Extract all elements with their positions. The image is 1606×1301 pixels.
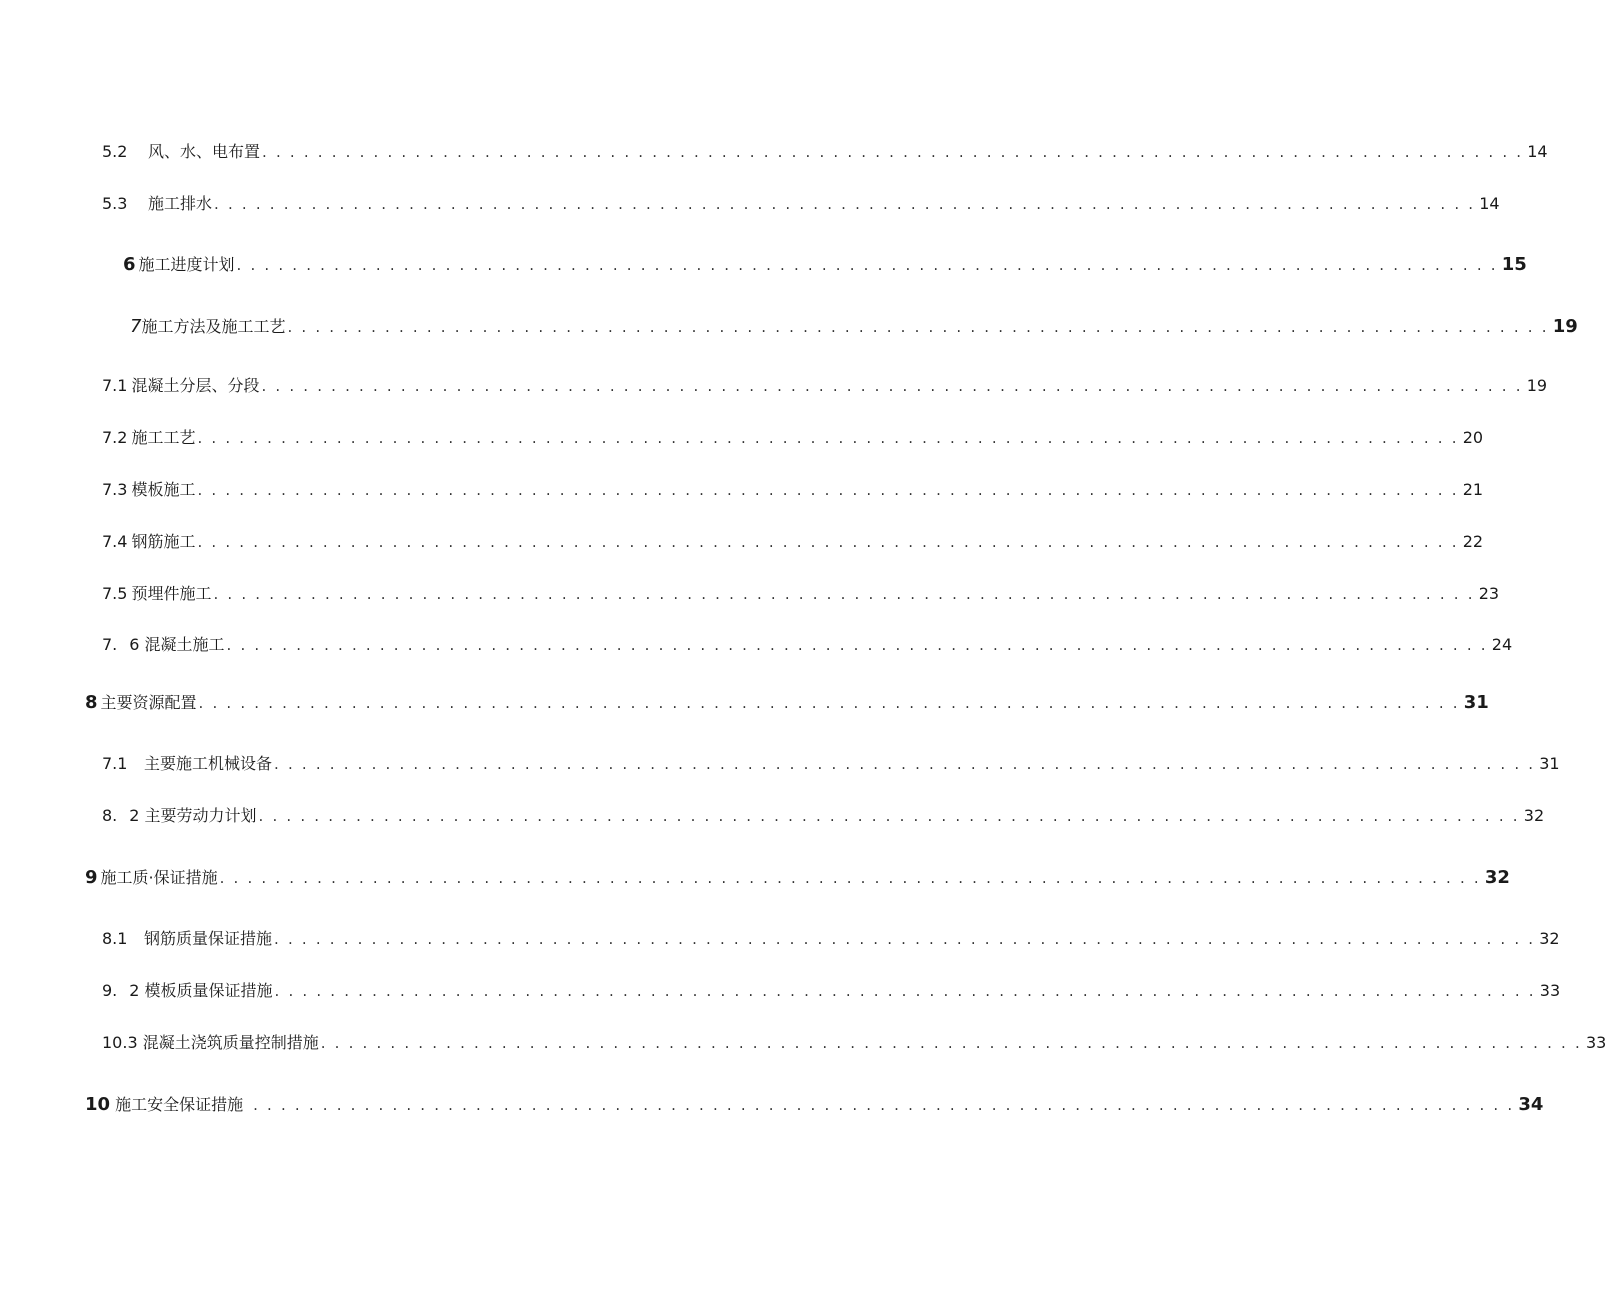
toc-entry-number: 9 — [85, 867, 98, 888]
toc-entry-number: 8. — [102, 806, 118, 825]
toc-entry-title: 主要资源配置 — [100, 693, 197, 712]
toc-entry-number: 7.5 — [102, 584, 128, 603]
toc-entry-7-1[interactable] — [102, 376, 1548, 395]
toc-dot-leader: . . . . . . . . . . . . . . . . . . . . . . . . . . . . . . . . . . . . . . . . . . . . . . . . . . . . . . . . . . . . . . . . . . . . . . . . . . . . . . . . . . . . . . . . . . . — [236, 256, 1498, 274]
toc-entry-title: 施工工艺 — [131, 428, 196, 447]
toc-dot-leader: . . . . . . . . . . . . . . . . . . . . . . . . . . . . . . . . . . . . . . . . . . . . . . . . . . . . . . . . . . . . . . . . . . . . . . . . . . . . . . . . . . . . . . . . . . . — [287, 318, 1549, 336]
toc-entry-page: 24 — [1491, 635, 1513, 654]
toc-entry-7-3[interactable] — [102, 480, 1484, 499]
toc-entry-page: 31 — [1463, 692, 1489, 713]
toc-entry-page: 32 — [1523, 806, 1545, 825]
toc-entry-number: 10 — [85, 1094, 111, 1115]
toc-entry-number: 8 — [85, 692, 98, 713]
toc-entry-page: 34 — [1518, 1094, 1544, 1115]
toc-entry-title: 主要施工机械设备 — [144, 754, 273, 773]
toc-entry-page: 23 — [1478, 584, 1500, 603]
toc-entry-8-1-equipment[interactable] — [102, 754, 1560, 773]
toc-dot-leader: . . . . . . . . . . . . . . . . . . . . . . . . . . . . . . . . . . . . . . . . . . . . . . . . . . . . . . . . . . . . . . . . . . . . . . . . . . . . . . . . . . . . . . . . . . . — [258, 807, 1520, 825]
toc-entry-number: 9. — [102, 981, 118, 1000]
toc-entry-8-2[interactable] — [102, 806, 1545, 825]
toc-dot-leader: . . . . . . . . . . . . . . . . . . . . . . . . . . . . . . . . . . . . . . . . . . . . . . . . . . . . . . . . . . . . . . . . . . . . . . . . . . . . . . . . . . . . . . . . . . . — [198, 694, 1460, 712]
toc-entry-page: 32 — [1539, 929, 1560, 948]
toc-entry-page: 20 — [1462, 428, 1484, 447]
toc-entry-7-4[interactable] — [102, 532, 1484, 551]
toc-entry-title: 施工方法及施工工艺 — [141, 317, 286, 336]
toc-entry-title: 施工安全保证措施 — [115, 1095, 244, 1114]
toc-dot-leader: . . . . . . . . . . . . . . . . . . . . . . . . . . . . . . . . . . . . . . . . . . . . . . . . . . . . . . . . . . . . . . . . . . . . . . . . . . . . . . . . . . . . . . . . . . . — [274, 755, 1536, 773]
toc-entry-number: 7.1 — [102, 376, 128, 395]
toc-dot-leader: . . . . . . . . . . . . . . . . . . . . . . . . . . . . . . . . . . . . . . . . . . . . . . . . . . . . . . . . . . . . . . . . . . . . . . . . . . . . . . . . . . . . . . . . . . . — [219, 869, 1481, 887]
toc-entry-7-5[interactable] — [102, 584, 1500, 603]
toc-entry-10[interactable] — [85, 1094, 1544, 1115]
toc-dot-leader: . . . . . . . . . . . . . . . . . . . . . . . . . . . . . . . . . . . . . . . . . . . . . . . . . . . . . . . . . . . . . . . . . . . . . . . . . . . . . . . . . . . . . . . . . . . — [197, 533, 1459, 551]
toc-entry-7-2[interactable] — [102, 428, 1484, 447]
toc-dot-leader: . . . . . . . . . . . . . . . . . . . . . . . . . . . . . . . . . . . . . . . . . . . . . . . . . . . . . . . . . . . . . . . . . . . . . . . . . . . . . . . . . . . . . . . . . . . — [320, 1034, 1582, 1052]
toc-entry-number: 7 — [130, 316, 142, 337]
toc-entry-5-3[interactable] — [102, 194, 1500, 213]
toc-entry-page: 15 — [1501, 254, 1527, 275]
toc-entry-title: 混凝土分层、分段 — [131, 376, 260, 395]
toc-dot-leader: . . . . . . . . . . . . . . . . . . . . . . . . . . . . . . . . . . . . . . . . . . . . . . . . . . . . . . . . . . . . . . . . . . . . . . . . . . . . . . . . . . . . . . . . . . . — [214, 195, 1476, 213]
toc-entry-title: 施工进度计划 — [138, 255, 235, 274]
toc-entry-9-3[interactable] — [102, 1033, 1606, 1052]
toc-entry-title: 模板施工 — [131, 480, 196, 499]
toc-entry-page: 31 — [1539, 754, 1560, 773]
toc-entry-7-6[interactable] — [102, 635, 1513, 654]
toc-entry-number: 5.2 — [102, 142, 128, 161]
toc-dot-leader: . . . . . . . . . . . . . . . . . . . . . . . . . . . . . . . . . . . . . . . . . . . . . . . . . . . . . . . . . . . . . . . . . . . . . . . . . . . . . . . . . . . . . . . . . . . — [197, 429, 1459, 447]
toc-entry-title: 预埋件施工 — [131, 584, 212, 603]
toc-dot-leader: . . . . . . . . . . . . . . . . . . . . . . . . . . . . . . . . . . . . . . . . . . . . . . . . . . . . . . . . . . . . . . . . . . . . . . . . . . . . . . . . . . . . . . . . . . . — [197, 481, 1459, 499]
toc-entry-page: 32 — [1484, 867, 1510, 888]
toc-dot-leader: . . . . . . . . . . . . . . . . . . . . . . . . . . . . . . . . . . . . . . . . . . . . . . . . . . . . . . . . . . . . . . . . . . . . . . . . . . . . . . . . . . . . . . . . . . . — [253, 1096, 1515, 1114]
toc-dot-leader: . . . . . . . . . . . . . . . . . . . . . . . . . . . . . . . . . . . . . . . . . . . . . . . . . . . . . . . . . . . . . . . . . . . . . . . . . . . . . . . . . . . . . . . . . . . — [262, 143, 1524, 161]
toc-entry-page: 33 — [1585, 1033, 1606, 1052]
toc-dot-leader: . . . . . . . . . . . . . . . . . . . . . . . . . . . . . . . . . . . . . . . . . . . . . . . . . . . . . . . . . . . . . . . . . . . . . . . . . . . . . . . . . . . . . . . . . . . — [274, 930, 1536, 948]
toc-entry-number: 10. — [102, 1033, 128, 1052]
toc-entry-9-2[interactable] — [102, 981, 1561, 1000]
toc-entry-title: 2 模板质量保证措施 — [129, 981, 273, 1000]
toc-entry-title: 6 混凝土施工 — [129, 635, 225, 654]
toc-entry-title: 风、水、电布置 — [148, 142, 261, 161]
toc-entry-title: 2 主要劳动力计划 — [129, 806, 257, 825]
toc-entry-number: 6 — [123, 254, 136, 275]
toc-dot-leader: . . . . . . . . . . . . . . . . . . . . . . . . . . . . . . . . . . . . . . . . . . . . . . . . . . . . . . . . . . . . . . . . . . . . . . . . . . . . . . . . . . . . . . . . . . . — [261, 377, 1523, 395]
toc-entry-number: 7.4 — [102, 532, 128, 551]
toc-entry-page: 19 — [1526, 376, 1548, 395]
toc-dot-leader: . . . . . . . . . . . . . . . . . . . . . . . . . . . . . . . . . . . . . . . . . . . . . . . . . . . . . . . . . . . . . . . . . . . . . . . . . . . . . . . . . . . . . . . . . . . — [274, 982, 1536, 1000]
toc-entry-number: 8.1 — [102, 929, 128, 948]
toc-entry-7[interactable] — [130, 316, 1578, 337]
toc-entry-page: 14 — [1479, 194, 1500, 213]
toc-entry-number: 7.1 — [102, 754, 128, 773]
toc-entry-number: 7.3 — [102, 480, 128, 499]
toc-entry-6[interactable] — [123, 254, 1527, 275]
toc-dot-leader: . . . . . . . . . . . . . . . . . . . . . . . . . . . . . . . . . . . . . . . . . . . . . . . . . . . . . . . . . . . . . . . . . . . . . . . . . . . . . . . . . . . . . . . . . . . — [226, 636, 1488, 654]
toc-dot-leader: . . . . . . . . . . . . . . . . . . . . . . . . . . . . . . . . . . . . . . . . . . . . . . . . . . . . . . . . . . . . . . . . . . . . . . . . . . . . . . . . . . . . . . . . . . . — [213, 585, 1475, 603]
toc-entry-page: 19 — [1552, 316, 1578, 337]
toc-entry-number: 7. — [102, 635, 118, 654]
toc-entry-title: 钢筋施工 — [131, 532, 196, 551]
toc-entry-page: 33 — [1539, 981, 1561, 1000]
toc-entry-9[interactable] — [85, 867, 1510, 888]
toc-entry-page: 14 — [1527, 142, 1548, 161]
toc-entry-title: 施工排水 — [148, 194, 213, 213]
toc-entry-page: 21 — [1462, 480, 1484, 499]
toc-entry-page: 22 — [1462, 532, 1484, 551]
toc-entry-8[interactable] — [85, 692, 1489, 713]
toc-entry-title: 钢筋质量保证措施 — [144, 929, 273, 948]
toc-entry-9-1[interactable] — [102, 929, 1560, 948]
toc-entry-5-2[interactable] — [102, 142, 1548, 161]
toc-entry-title: 施工质·保证措施 — [100, 868, 218, 887]
toc-entry-number: 5.3 — [102, 194, 128, 213]
toc-entry-title: 3 混凝土浇筑质量控制措施 — [127, 1033, 319, 1052]
toc-entry-number: 7.2 — [102, 428, 128, 447]
